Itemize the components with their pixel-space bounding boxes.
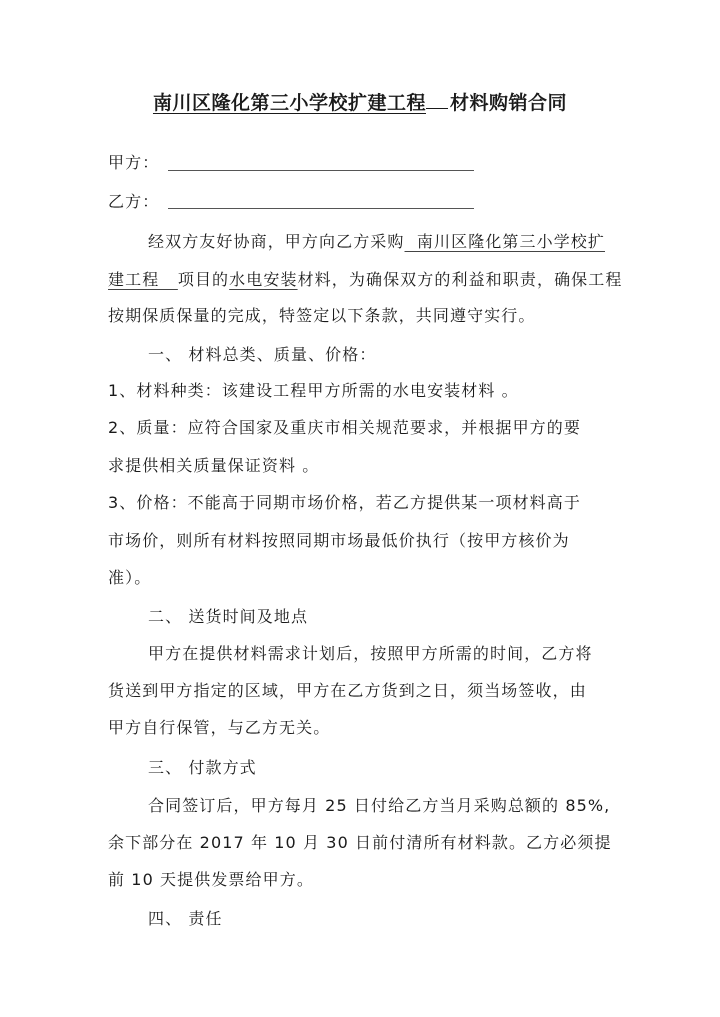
- intro-text: 材料，为确保双方的利益和职责，确保工程: [297, 270, 623, 289]
- section-1-item-3-line-2: 市场价，则所有材料按照同期市场最低价执行（按甲方核价为: [108, 531, 570, 550]
- section-1-item-3-line-3: 准）。: [108, 568, 152, 587]
- intro-project-name-underlined-cont: 建工程: [108, 270, 178, 289]
- section-3-heading: 三、 付款方式: [148, 758, 257, 777]
- title-underline-gap: [426, 94, 448, 109]
- title-contract-type: 材料购销合同: [450, 92, 568, 114]
- section-2-heading: 二、 送货时间及地点: [148, 607, 309, 626]
- intro-line-1: [148, 232, 605, 252]
- section-1-item-3-line-1: 3、价格：不能高于同期市场价格，若乙方提供某一项材料高于: [108, 493, 581, 512]
- section-2-line-2: 货送到甲方指定的区域，甲方在乙方货到之日，须当场签收，由: [108, 681, 587, 700]
- party-a-blank-line: [168, 170, 474, 171]
- section-2-line-1: 甲方在提供材料需求计划后，按照甲方所需的时间，乙方将: [148, 644, 593, 663]
- intro-project-name-underlined: 南川区隆化第三小学校扩: [404, 232, 605, 251]
- section-3-line-3: 前 10 天提供发票给甲方。: [108, 870, 314, 889]
- section-1-item-2-line-2: 求提供相关质量保证资料 。: [108, 456, 320, 475]
- section-3-line-1: 合同签订后，甲方每月 25 日付给乙方当月采购总额的 85%,: [148, 796, 611, 815]
- section-1-item-1: 1、材料种类：该建设工程甲方所需的水电安装材料 。: [108, 381, 519, 400]
- intro-line-3: 按期保质保量的完成，特签定以下条款，共同遵守实行。: [108, 306, 536, 325]
- title-project-name: 南川区隆化第三小学校扩建工程: [152, 92, 426, 114]
- intro-material-type-underlined: 水电安装: [229, 270, 298, 289]
- section-4-heading: 四、 责任: [148, 909, 223, 928]
- section-1-heading: 一、 材料总类、质量、价格：: [148, 345, 377, 364]
- party-b-label: 乙方：: [108, 192, 160, 211]
- intro-line-2: [108, 270, 622, 290]
- intro-text: 项目的: [177, 270, 230, 289]
- section-2-line-3: 甲方自行保管，与乙方无关。: [108, 718, 331, 737]
- section-3-line-2: 余下部分在 2017 年 10 月 30 日前付清所有材料款。乙方必须提: [108, 833, 612, 852]
- party-a-label: 甲方：: [108, 153, 160, 172]
- intro-text: 经双方友好协商，甲方向乙方采购: [148, 232, 405, 251]
- party-b-blank-line: [168, 208, 474, 209]
- section-1-item-2-line-1: 2、质量：应符合国家及重庆市相关规范要求，并根据甲方的要: [108, 418, 581, 437]
- contract-title: [0, 88, 720, 115]
